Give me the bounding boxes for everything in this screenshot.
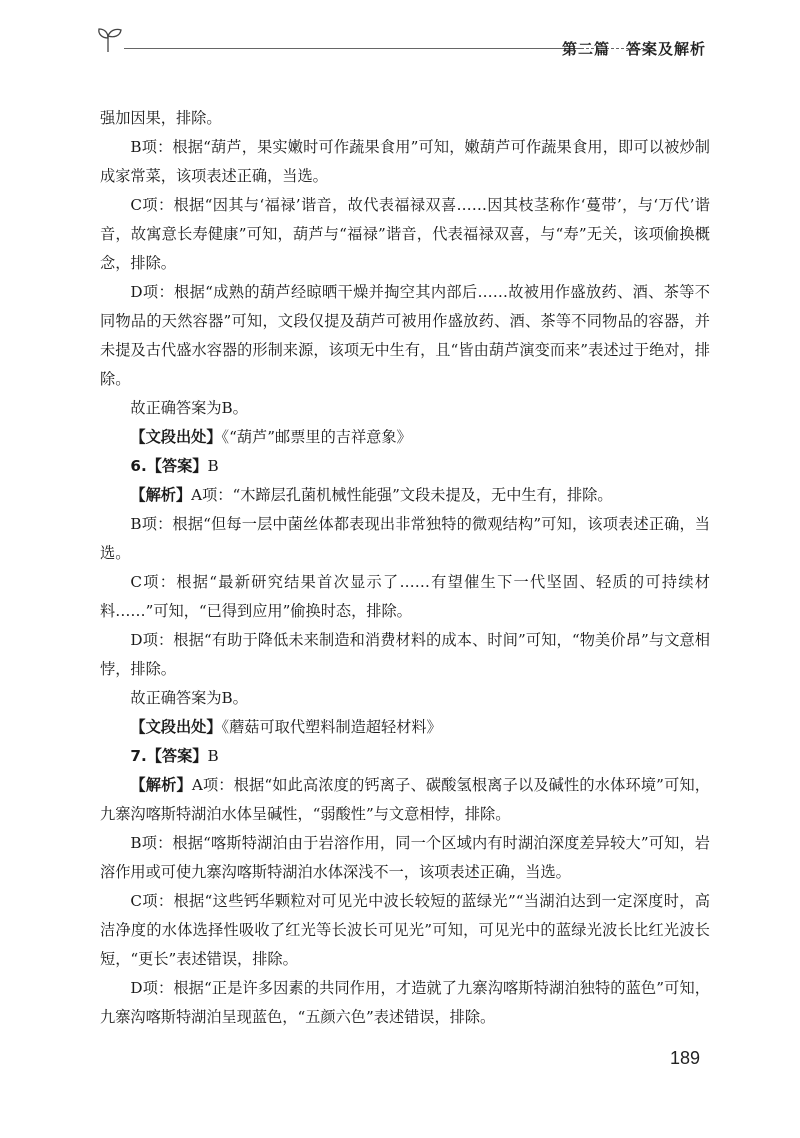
- paragraph-text: B项：根据“葫芦，果实嫩时可作蔬果食用”可知，嫩葫芦可作蔬果食用，即可以被炒制成家常菜，该项表述正确，当选。: [100, 138, 710, 185]
- paragraph-text: 《“葫芦”邮票里的吉祥意象》: [221, 428, 412, 446]
- paragraph: [100, 452, 710, 481]
- page-header: [96, 26, 706, 66]
- paragraph: [100, 133, 710, 191]
- paragraph: [100, 829, 710, 887]
- paragraph-text: D项：根据“成熟的葫芦经晾晒干燥并掏空其内部后……故被用作盛放药、酒、茶等不同物品的天然容器”可知，文段仅提及葫芦可被用作盛放药、酒、茶等不同物品的容器，并未提及古代盛水容器的形制来源，该项无中生有，且“皆由葫芦演变而来”表述过于绝对，排除。: [100, 283, 710, 388]
- paragraph-label: 【文段出处】: [130, 428, 222, 446]
- paragraph-text: C项：根据“最新研究结果首次显示了……有望催生下一代坚固、轻质的可持续材料……”可知，“已得到应用”偷换时态，排除。: [100, 573, 710, 620]
- paragraph-text: B项：根据“喀斯特湖泊由于岩溶作用，同一个区域内有时湖泊深度差异较大”可知，岩溶作用或可使九寨沟喀斯特湖泊水体深浅不一，该项表述正确，当选。: [100, 834, 710, 881]
- paragraph-text: 故正确答案为B。: [130, 399, 248, 417]
- paragraph: [100, 104, 710, 133]
- paragraph-text: 故正确答案为B。: [130, 689, 248, 707]
- paragraph-text: D项：根据“正是许多因素的共同作用，才造就了九寨沟喀斯特湖泊独特的蓝色”可知，九寨沟喀斯特湖泊呈现蓝色，“五颜六色”表述错误，排除。: [100, 979, 710, 1026]
- paragraph: [100, 191, 710, 278]
- paragraph-text: A项：根据“如此高浓度的钙离子、碳酸氢根离子以及碱性的水体环境”可知，九寨沟喀斯特湖泊水体呈碱性，“弱酸性”与文意相悖，排除。: [100, 776, 710, 823]
- paragraph: [100, 771, 710, 829]
- paragraph-label: 【解析】: [130, 776, 192, 794]
- paragraph: [100, 481, 710, 510]
- paragraph-text: B项：根据“但每一层中菌丝体都表现出非常独特的微观结构”可知，该项表述正确，当选。: [100, 515, 710, 562]
- paragraph: [100, 568, 710, 626]
- paragraph-text: B: [207, 747, 219, 765]
- paragraph-text: C项：根据“这些钙华颗粒对可见光中波长较短的蓝绿光”“当湖泊达到一定深度时，高洁净度的水体选择性吸收了红光等长波长可见光”可知，可见光中的蓝绿光波长比红光波长短，“更长”表述错误，排除。: [100, 892, 710, 968]
- paragraph: [100, 510, 710, 568]
- paragraph-label: 【文段出处】: [130, 718, 222, 736]
- sprout-icon: [96, 26, 126, 54]
- paragraph: [100, 713, 710, 742]
- paragraph-text: C项：根据“因其与‘福禄’谐音，故代表福禄双喜……因其枝茎称作‘蔓带’，与‘万代’谐音，故寓意长寿健康”可知，葫芦与“福禄”谐音，代表福禄双喜，与“寿”无关，该项偷换概念，排除。: [100, 196, 710, 272]
- paragraph: [100, 626, 710, 684]
- paragraph: [100, 684, 710, 713]
- paragraph: [100, 278, 710, 394]
- paragraph-text: A项：“木蹄层孔菌机械性能强”文段未提及，无中生有，排除。: [191, 486, 613, 504]
- paragraph: [100, 742, 710, 771]
- paragraph-text: B: [207, 457, 219, 475]
- paragraph-text: 《蘑菇可取代塑料制造超轻材料》: [221, 718, 442, 736]
- paragraph-text: 强加因果，排除。: [100, 109, 222, 127]
- paragraph: [100, 423, 710, 452]
- paragraph: [100, 394, 710, 423]
- section-label: 第二篇 答案及解析: [561, 40, 706, 58]
- paragraph-text: D项：根据“有助于降低未来制造和消费材料的成本、时间”可知，“物美价昂”与文意相悖，排除。: [100, 631, 710, 678]
- paragraph-label: 7.【答案】: [130, 747, 208, 765]
- paragraph-label: 【解析】: [130, 486, 192, 504]
- answer-content: [100, 104, 710, 1032]
- paragraph: [100, 887, 710, 974]
- paragraph-label: 6.【答案】: [130, 457, 208, 475]
- page-number: 189: [669, 1048, 700, 1068]
- header-rule: [124, 48, 584, 49]
- paragraph: [100, 974, 710, 1032]
